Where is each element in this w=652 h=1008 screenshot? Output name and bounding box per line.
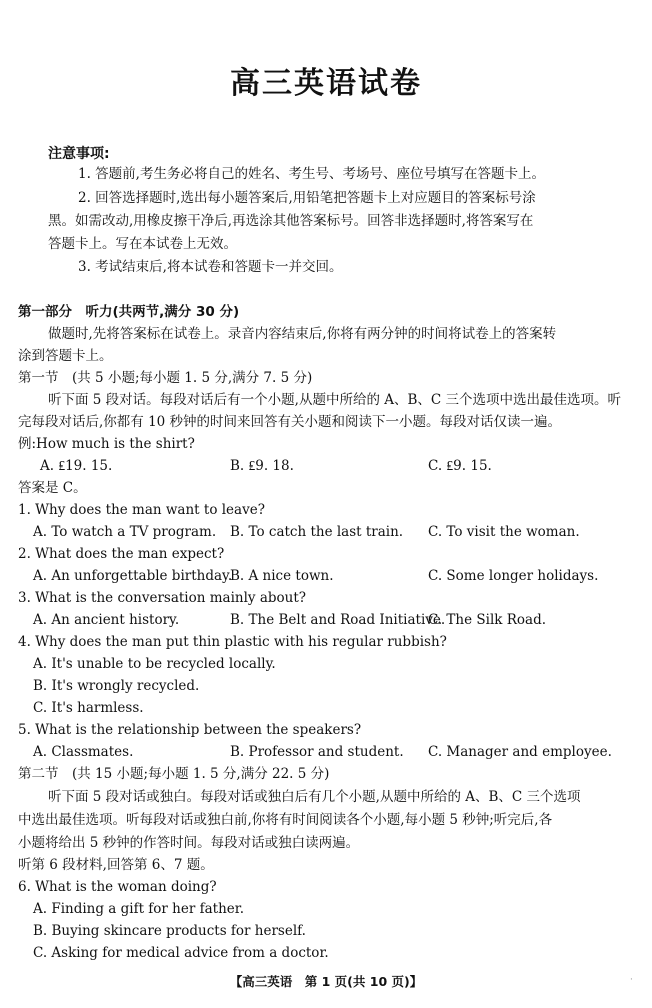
section2-heading: 第二节 (共 15 小题;每小题 1. 5 分,满分 22. 5 分) (18, 766, 330, 782)
section1-heading: 第一节 (共 5 小题;每小题 1. 5 分,满分 7. 5 分) (18, 370, 313, 386)
question-3: 3. What is the conversation mainly about? (18, 590, 307, 606)
question-2: 2. What does the man expect? (18, 546, 225, 562)
part1-intro: 做题时,先将答案标在试卷上。录音内容结束后,你将有两分钟的时间将试卷上的答案转 (48, 326, 557, 342)
notice-item-1: 1. 答题前,考生务必将自己的姓名、考生号、考场号、座位号填写在答题卡上。 (78, 166, 545, 182)
example-option-a: A. ₤19. 15. (40, 458, 113, 474)
question-4-option-a: A. It's unable to be recycled locally. (33, 656, 276, 672)
question-3-option-a: A. An ancient history. (33, 612, 180, 628)
question-4-option-b: B. It's wrongly recycled. (33, 678, 200, 694)
question-2-option-a: A. An unforgettable birthday. (33, 568, 233, 584)
question-2-option-c: C. Some longer holidays. (428, 568, 599, 584)
corner-mark: · (630, 975, 633, 985)
question-3-option-c: C. The Silk Road. (428, 612, 547, 628)
question-5: 5. What is the relationship between the speakers? (18, 722, 362, 738)
example-answer: 答案是 C。 (18, 480, 87, 496)
question-6-option-c: C. Asking for medical advice from a doctor. (33, 945, 329, 961)
notice-item-3: 3. 考试结束后,将本试卷和答题卡一并交回。 (78, 259, 343, 275)
question-4: 4. Why does the man put thin plastic with his regular rubbish? (18, 634, 447, 650)
question-5-option-c: C. Manager and employee. (428, 744, 612, 760)
notice-item-2: 2. 回答选择题时,选出每小题答案后,用铅笔把答题卡上对应题目的答案标号涂 (78, 190, 536, 206)
example-option-b: B. ₤9. 18. (230, 458, 294, 474)
question-5-option-b: B. Professor and student. (230, 744, 404, 760)
section2-instructions-end: 小题将给出 5 秒钟的作答时间。每段对话或独白读两遍。 (18, 835, 360, 851)
example-option-c: C. ₤9. 15. (428, 458, 492, 474)
question-1-option-b: B. To catch the last train. (230, 524, 404, 540)
question-1-option-c: C. To visit the woman. (428, 524, 580, 540)
question-6: 6. What is the woman doing? (18, 879, 217, 895)
section1-instructions: 听下面 5 段对话。每段对话后有一个小题,从题中所给的 A、B、C 三个选项中选出最佳选项。听 (48, 392, 622, 408)
page-footer: 【高三英语 第 1 页(共 10 页)】 (229, 974, 423, 989)
question-1: 1. Why does the man want to leave? (18, 502, 265, 518)
question-2-option-b: B. A nice town. (230, 568, 334, 584)
example-question: 例:How much is the shirt? (18, 436, 195, 452)
part1-intro-cont: 涂到答题卡上。 (18, 348, 113, 364)
notice-heading: 注意事项: (48, 146, 110, 162)
part1-heading: 第一部分 听力(共两节,满分 30 分) (18, 304, 240, 320)
question-4-option-c: C. It's harmless. (33, 700, 144, 716)
section2-instructions: 听下面 5 段对话或独白。每段对话或独白后有几个小题,从题中所给的 A、B、C 三个选项 (48, 789, 581, 805)
page-title: 高三英语试卷 (230, 66, 422, 101)
notice-item-2-cont: 黑。如需改动,用橡皮擦干净后,再选涂其他答案标号。回答非选择题时,将答案写在 (48, 213, 534, 229)
section2-instructions-cont: 中选出最佳选项。听每段对话或独白前,你将有时间阅读各个小题,每小题 5 秒钟;听完后,各 (18, 812, 553, 828)
question-6-option-b: B. Buying skincare products for herself. (33, 923, 306, 939)
question-6-option-a: A. Finding a gift for her father. (33, 901, 245, 917)
section1-instructions-cont: 完每段对话后,你都有 10 秒钟的时间来回答有关小题和阅读下一小题。每段对话仅读一遍。 (18, 414, 562, 430)
material-6-label: 听第 6 段材料,回答第 6、7 题。 (18, 857, 214, 873)
question-1-option-a: A. To watch a TV program. (33, 524, 217, 540)
question-5-option-a: A. Classmates. (33, 744, 134, 760)
notice-item-2-end: 答题卡上。写在本试卷上无效。 (48, 236, 237, 252)
question-3-option-b: B. The Belt and Road Initiative. (230, 612, 446, 628)
